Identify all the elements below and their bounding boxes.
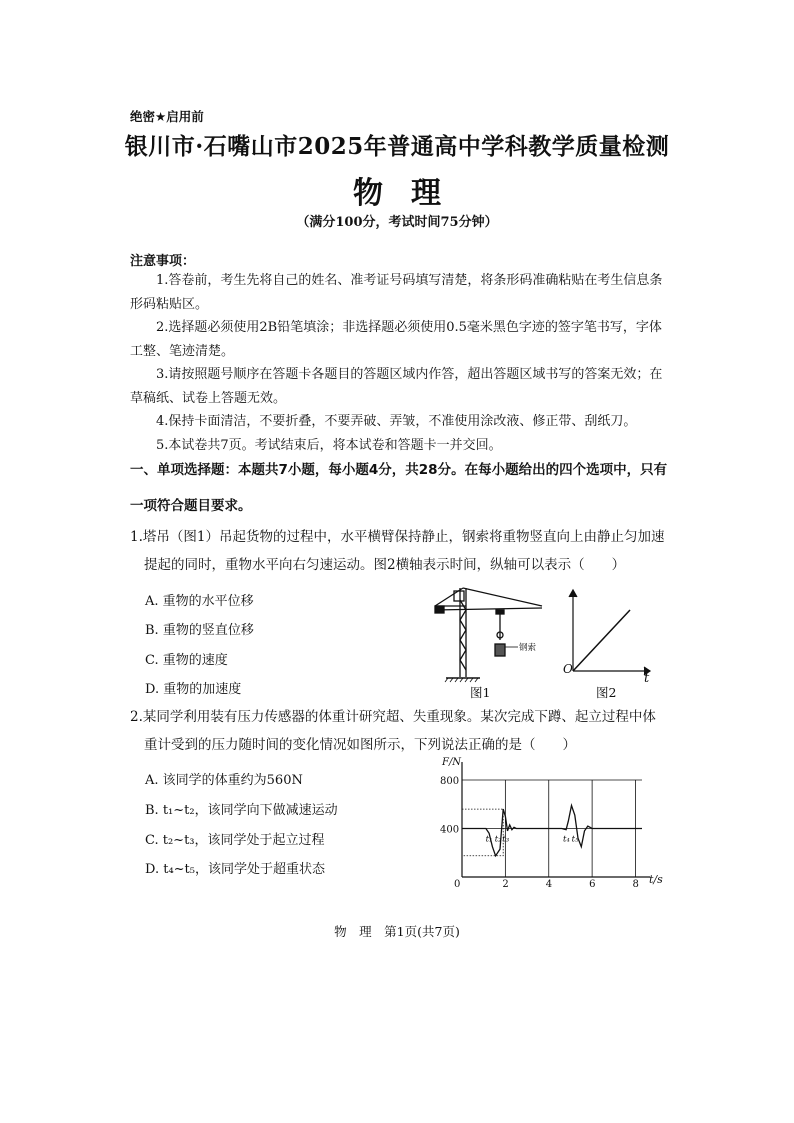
notice-item: 5.本试卷共7页。考试结束后，将本试卷和答题卡一并交回。 bbox=[156, 437, 502, 453]
notice-title: 注意事项： bbox=[130, 254, 196, 269]
time-point-label: t₄ bbox=[563, 834, 570, 845]
dotted-guide bbox=[462, 809, 503, 856]
page-footer: 物 理 第1页(共7页) bbox=[334, 924, 460, 939]
q2-option-d: D. t₄~t₅，该同学处于超重状态 bbox=[145, 862, 325, 877]
notice-item: 1.答卷前，考生先将自己的姓名、准考证号码填写清楚，将条形码准确粘贴在考生信息条形码粘贴区。 bbox=[130, 273, 663, 312]
score-time-note: （满分100分，考试时间75分钟） bbox=[296, 215, 498, 230]
time-point-label: t₂ bbox=[494, 834, 502, 845]
q1-option-d: D. 重物的加速度 bbox=[145, 682, 242, 697]
notice-list bbox=[130, 269, 670, 457]
question-1 bbox=[130, 523, 675, 579]
fig2-line bbox=[573, 610, 630, 671]
q1-option-b: B. 重物的竖直位移 bbox=[145, 623, 254, 638]
secrecy-label: 绝密★启用前 bbox=[130, 109, 204, 124]
cable-label: 钢索 bbox=[519, 643, 537, 653]
x-tick-label: 6 bbox=[589, 879, 596, 890]
question-1-stem-line1: 1.塔吊（图1）吊起货物的过程中，水平横臂保持静止，钢索将重物竖直向上由静止匀加速 bbox=[130, 529, 665, 545]
x-tick-label: 2 bbox=[502, 879, 509, 890]
q1-option-a: A. 重物的水平位移 bbox=[145, 594, 254, 609]
exam-title: 银川市·石嘴山市2025年普通高中学科教学质量检测 bbox=[124, 133, 670, 160]
time-point-label: t₁ bbox=[485, 834, 493, 845]
y-axis-label: F/N bbox=[442, 757, 462, 768]
q2-option-a: A. 该同学的体重约为560N bbox=[145, 773, 303, 788]
question-2-stem-line2: 重计受到的压力随时间的变化情况如图所示，下列说法正确的是（ ） bbox=[144, 737, 576, 753]
fig2-origin-label: O bbox=[563, 662, 573, 676]
subject-title: 物理 bbox=[353, 176, 469, 211]
fig2-t-label: t bbox=[644, 671, 650, 686]
q2-option-b: B. t₁~t₂，该同学向下做减速运动 bbox=[145, 803, 338, 818]
fig2-caption: 图2 bbox=[596, 685, 617, 700]
force-curve bbox=[462, 806, 642, 856]
x-tick-label: 0 bbox=[454, 879, 461, 890]
notice-item: 3.请按照题号顺序在答题卡各题目的答题区域内作答，超出答题区域书写的答案无效；在草稿纸、试卷上答题无效。 bbox=[130, 367, 663, 406]
x-tick-label: 8 bbox=[632, 879, 639, 890]
question-1-stem-line2: 提起的同时，重物水平向右匀速运动。图2横轴表示时间，纵轴可以表示（ ） bbox=[144, 557, 626, 573]
question-2-stem-line1: 2.某同学利用装有压力传感器的体重计研究超、失重现象。某次完成下蹲、起立过程中体 bbox=[130, 709, 656, 725]
fig1-caption: 图1 bbox=[470, 685, 491, 700]
x-axis-label: t/s bbox=[649, 873, 663, 886]
q2-option-c: C. t₂~t₃，该同学处于起立过程 bbox=[145, 833, 325, 848]
notice-item: 2.选择题必须使用2B铅笔填涂；非选择题必须使用0.5毫米黑色字迹的签字笔书写，字体工整、笔迹清楚。 bbox=[130, 320, 662, 359]
q1-option-c: C. 重物的速度 bbox=[145, 653, 228, 668]
section-heading: 一、单项选择题：本题共7小题，每小题4分，共28分。在每小题给出的四个选项中，只有一项符合题目要求。 bbox=[130, 462, 668, 514]
time-point-label: t₅ bbox=[571, 834, 579, 845]
crane-figure bbox=[430, 580, 555, 705]
force-time-chart bbox=[430, 752, 675, 892]
y-tick-label: 800 bbox=[440, 776, 460, 787]
time-point-label: t₃ bbox=[502, 834, 510, 845]
figure-2-graph bbox=[558, 585, 658, 705]
question-2 bbox=[130, 703, 675, 759]
notice-item: 4.保持卡面清洁，不要折叠，不要弄破、弄皱，不准使用涂改液、修正带、刮纸刀。 bbox=[156, 414, 637, 429]
y-tick-label: 400 bbox=[440, 824, 460, 836]
x-tick-label: 4 bbox=[545, 879, 553, 890]
